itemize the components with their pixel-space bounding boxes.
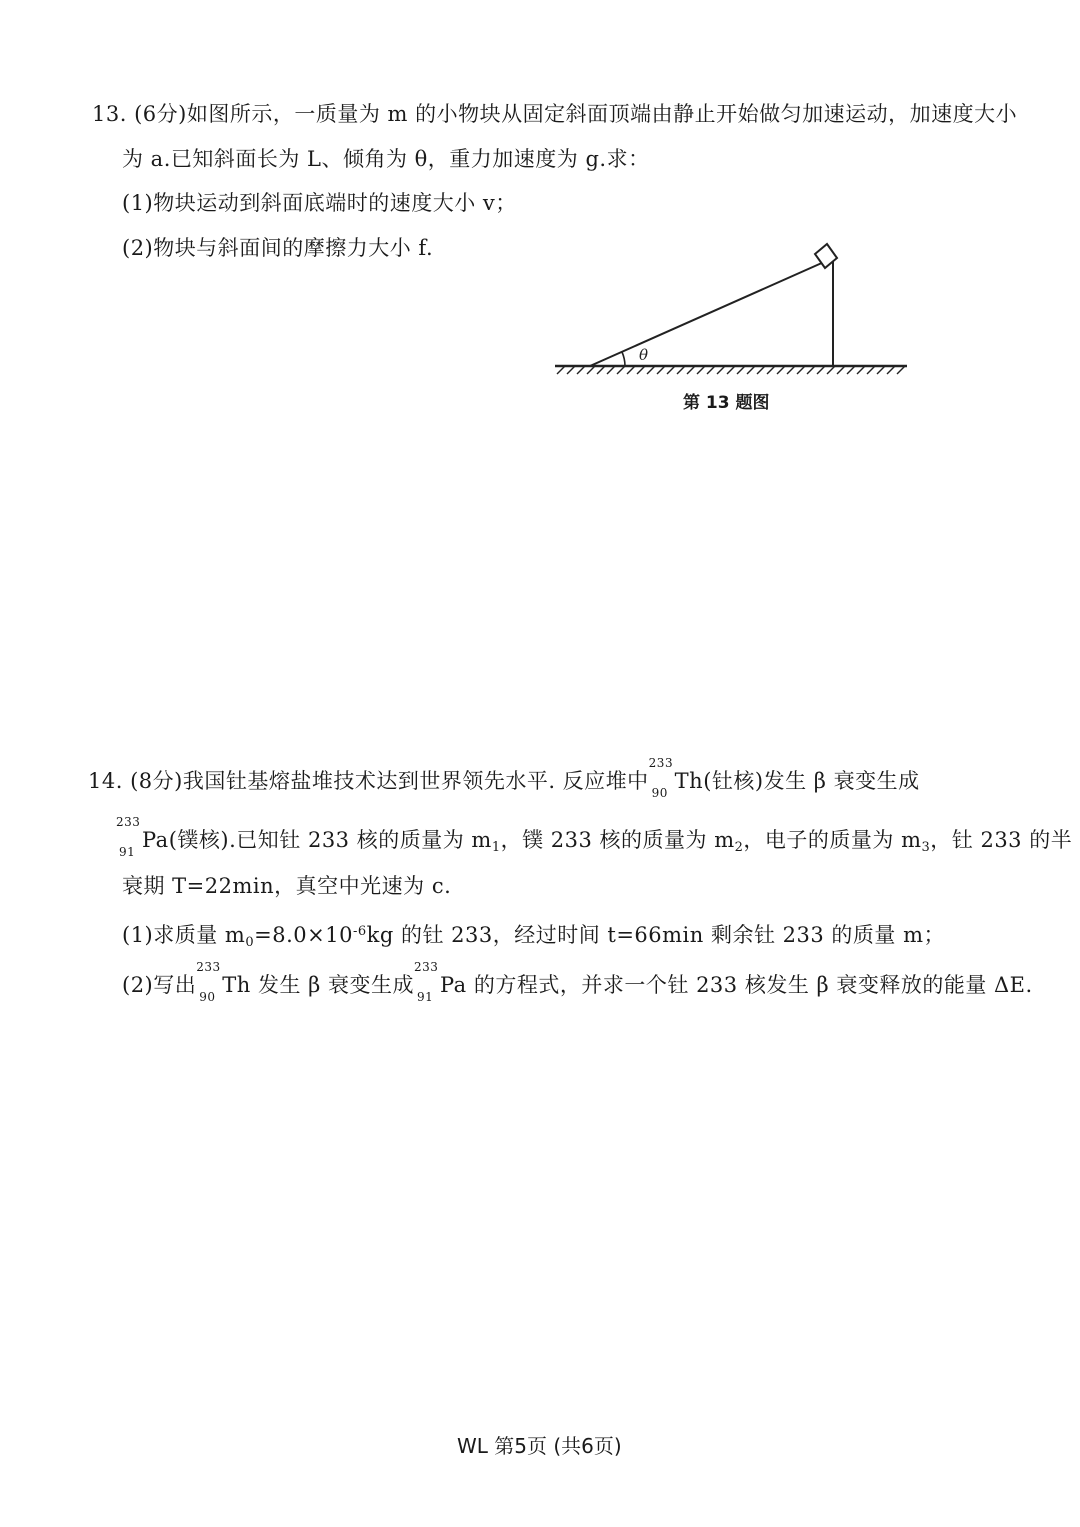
q13-part2: (2)物块与斜面间的摩擦力大小 f. xyxy=(122,236,434,260)
q14-stem-line2: 233 91 Pa(镤核).已知钍 233 核的质量为 $m_1$，镤 233 核的质量为 $m_2$，电子的质量为 $m_3$，钍 233 的半 xyxy=(116,815,1073,859)
angle-label: θ xyxy=(639,346,649,364)
q14-stem-line1: 14. (8分)我国钍基熔盐堆技术达到世界领先水平. 反应堆中 233 90 Th(钍核)发生 β 衰变生成 xyxy=(88,756,920,800)
thorium-nuclide: 233 90 Th xyxy=(648,756,704,800)
q13-part1: (1)物块运动到斜面底端时的速度大小 v； xyxy=(122,191,517,215)
protactinium-nuclide-2: 233 91 Pa xyxy=(413,960,467,1004)
q13-figure-caption: 第 13 题图 xyxy=(683,393,770,413)
page-footer: WL 第5页 (共6页) xyxy=(457,1434,622,1458)
q14-part1: (1)求质量 $m_0=8.0\times 10^{-6}kg$ 的钍 233，经过时间 t=66min 剩余钍 233 的质量 m； xyxy=(122,923,945,950)
protactinium-nuclide: 233 91 Pa xyxy=(116,815,169,859)
q13-stem-line1: 13. (6分)如图所示，一质量为 m 的小物块从固定斜面顶端由静止开始做匀加速运动，加速度大小 xyxy=(92,102,1018,126)
q14-part2: (2)写出 233 90 Th 发生 β 衰变生成 233 91 Pa 的方程式，并求一个钍 233 核发生 β 衰变释放的能量 ΔE. xyxy=(122,960,1033,1004)
q14-stem-line3: 衰期 T=22min，真空中光速为 c. xyxy=(122,874,452,898)
incline-surface xyxy=(590,258,833,366)
q14-stem-text: 14. (8分)我国钍基熔盐堆技术达到世界领先水平. 反应堆中 xyxy=(88,769,649,793)
q13-stem-line2: 为 a.已知斜面长为 L、倾角为 θ，重力加速度为 g.求： xyxy=(122,147,650,171)
incline-diagram xyxy=(545,236,925,376)
angle-arc xyxy=(622,352,625,366)
thorium-nuclide-2: 233 90 Th xyxy=(196,960,251,1004)
